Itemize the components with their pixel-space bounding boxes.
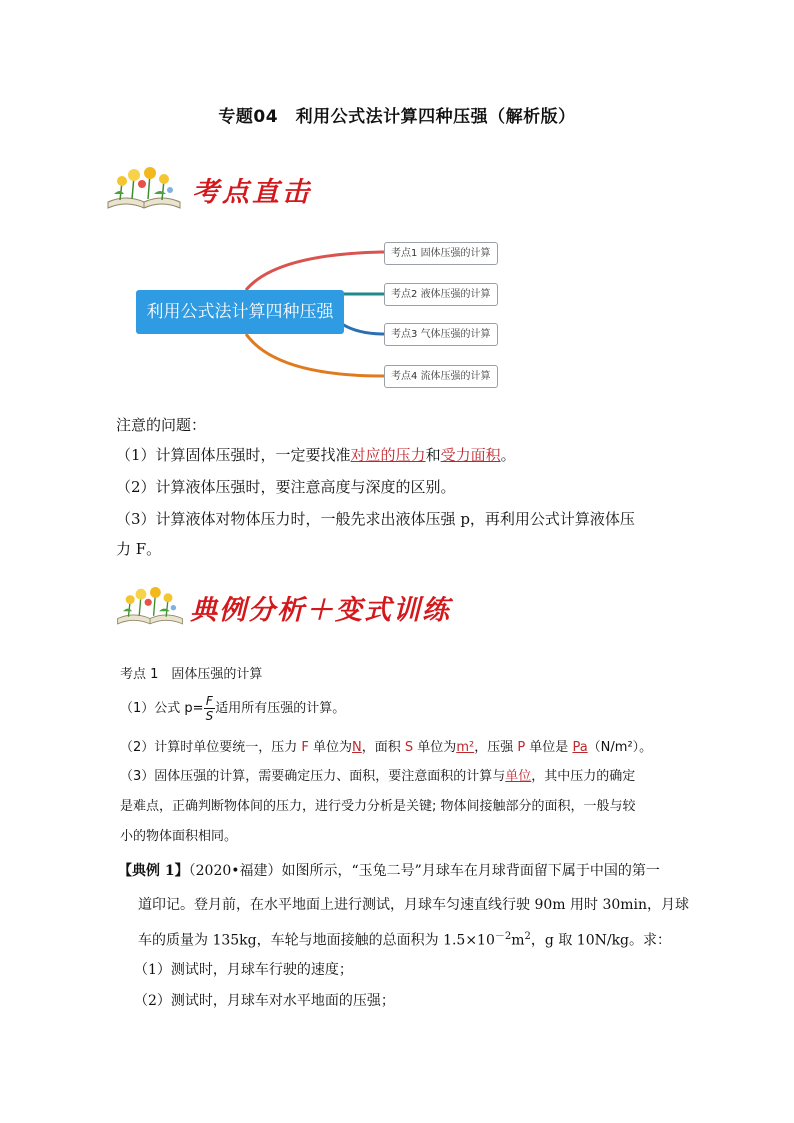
mindmap xyxy=(136,238,496,388)
mindmap-center: 利用公式法计算四种压强 xyxy=(136,290,344,334)
unit-Pa: Pa xyxy=(572,740,588,755)
notes-text: （1）计算固体压强时，一定要找准 xyxy=(116,446,351,464)
mindmap-node-label: 气体压强的计算 xyxy=(420,329,491,340)
mindmap-node-label: 液体压强的计算 xyxy=(420,289,491,300)
page-title: 专题04 利用公式法计算四种压强（解析版） xyxy=(218,107,576,127)
para-text: ，压强 xyxy=(474,740,518,755)
banner-dianli xyxy=(114,582,534,632)
example-text: （2020•福建）如图所示，“玉兔二号”月球车在月球背面留下属于中国的第一 xyxy=(188,863,660,879)
example-question-2: （2）测试时，月球车对水平地面的压强； xyxy=(134,993,395,1009)
unit-N: N xyxy=(352,740,362,755)
banner-kaodian xyxy=(104,164,404,214)
para-text: ，其中压力的确定 xyxy=(531,769,636,784)
fraction-denominator: S xyxy=(205,709,214,723)
symbol-S: S xyxy=(404,740,414,755)
notes-text: 。 xyxy=(500,446,516,464)
para-text: （N/m²）。 xyxy=(587,740,653,755)
example-text: ，g 取 10N/kg。求： xyxy=(530,932,672,949)
section-para-2 xyxy=(120,733,652,763)
mindmap-node-3 xyxy=(384,323,498,346)
symbol-F: F xyxy=(301,740,309,755)
para-text: 适用所有压强的计算。 xyxy=(215,701,346,716)
mindmap-node-1 xyxy=(384,242,498,265)
open-book-flowers-icon xyxy=(104,164,184,210)
para-text: （2）计算时单位要统一，压力 xyxy=(120,740,302,755)
notes-item-1 xyxy=(116,440,516,470)
notes-item-2: （2）计算液体压强时，要注意高度与深度的区别。 xyxy=(116,478,456,496)
notes-text: 和 xyxy=(425,446,441,464)
formula-fraction xyxy=(204,694,216,723)
example-label: 【典例 1】 xyxy=(118,863,189,879)
exponent: 2 xyxy=(524,931,531,942)
section-para-1 xyxy=(120,694,345,724)
underlined-term: 单位 xyxy=(505,769,532,784)
section-para-3-line-3: 小的物体面积相同。 xyxy=(120,829,238,844)
notes-item-3-line-2: 力 F。 xyxy=(116,540,162,558)
para-text: ，面积 xyxy=(361,740,405,755)
open-book-flowers-icon xyxy=(114,582,186,628)
notes-item-3-line-1: （3）计算液体对物体压力时，一般先求出液体压强 p，再利用公式计算液体压 xyxy=(116,510,635,528)
mindmap-node-id: 考点3 xyxy=(391,329,418,340)
section-heading: 考点 1 固体压强的计算 xyxy=(120,667,263,682)
notes-heading: 注意的问题： xyxy=(116,416,207,434)
banner-dianli-text: 典例分析＋变式训练 xyxy=(190,595,451,626)
example-text: 车的质量为 135kg，车轮与地面接触的总面积为 1.5×10 xyxy=(138,932,495,949)
mindmap-node-id: 考点4 xyxy=(391,371,418,382)
section-para-3-line-1 xyxy=(120,762,635,792)
unit-m2: m² xyxy=(456,740,475,755)
symbol-P: P xyxy=(517,740,526,755)
fraction-numerator: F xyxy=(204,694,216,709)
para-text: （1）公式 p= xyxy=(120,701,204,716)
underlined-term: 对应的压力 xyxy=(350,446,426,464)
underlined-term: 受力面积 xyxy=(440,446,501,464)
example-question-1: （1）测试时，月球车行驶的速度； xyxy=(134,962,353,978)
mindmap-node-label: 固体压强的计算 xyxy=(420,248,491,259)
example-text: m xyxy=(511,932,525,949)
mindmap-node-label: 流体压强的计算 xyxy=(420,371,491,382)
exponent: －2 xyxy=(494,931,512,942)
para-text: （3）固体压强的计算，需要确定压力、面积，要注意面积的计算与 xyxy=(120,769,506,784)
para-text: 单位为 xyxy=(308,740,353,755)
banner-kaodian-text: 考点直击 xyxy=(192,177,312,208)
mindmap-node-id: 考点1 xyxy=(391,248,418,259)
para-text: 单位是 xyxy=(525,740,573,755)
para-text: 单位为 xyxy=(413,740,457,755)
mindmap-node-id: 考点2 xyxy=(391,289,418,300)
example-line-3 xyxy=(138,922,671,956)
example-line-1 xyxy=(118,856,660,886)
example-line-2: 道印记。登月前，在水平地面上进行测试，月球车匀速直线行驶 90m 用时 30min，月球 xyxy=(138,897,690,913)
mindmap-node-4 xyxy=(384,365,498,388)
section-para-3-line-2: 是难点，正确判断物体间的压力，进行受力分析是关键; 物体间接触部分的面积，一般与较 xyxy=(120,799,636,814)
mindmap-node-2 xyxy=(384,283,498,306)
